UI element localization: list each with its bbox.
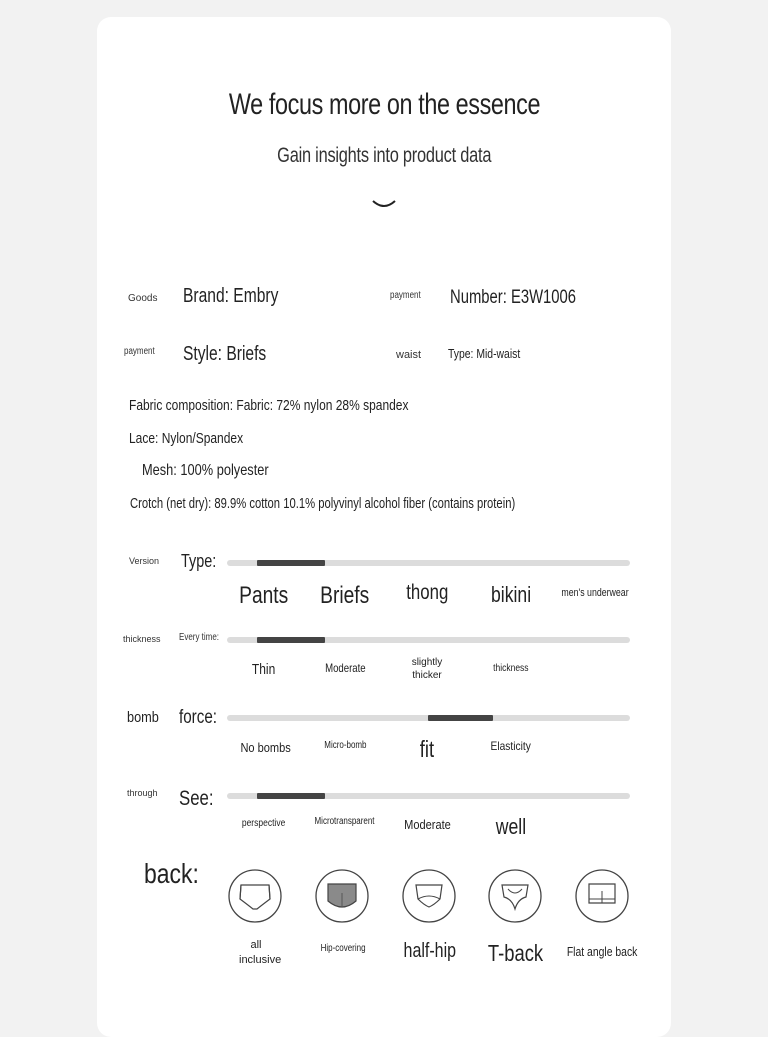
payment-label: payment bbox=[390, 290, 421, 301]
number-value: Number: E3W1006 bbox=[450, 287, 577, 308]
brand-value: Brand: Embry bbox=[183, 285, 279, 307]
transparency-option: perspective bbox=[242, 818, 286, 829]
hip-covering-briefs-icon bbox=[315, 869, 369, 923]
type-scale-indicator bbox=[257, 560, 325, 566]
type-option: Briefs bbox=[320, 582, 370, 609]
thickness-scale-track bbox=[227, 637, 630, 643]
scale-heading: Type: bbox=[181, 551, 217, 571]
mesh-composition: Mesh: 100% polyester bbox=[142, 462, 269, 479]
elasticity-scale-track bbox=[227, 715, 630, 721]
transparency-scale-indicator bbox=[257, 793, 325, 799]
transparency-option: well bbox=[495, 814, 527, 839]
scale-heading: Every time: bbox=[179, 632, 220, 643]
scale-side-label: through bbox=[127, 788, 158, 798]
style-value: Style: Briefs bbox=[183, 343, 267, 365]
elasticity-scale-indicator bbox=[428, 715, 493, 721]
scale-side-label: bomb bbox=[127, 709, 159, 726]
type-option: Pants bbox=[239, 582, 289, 609]
transparency-option: Moderate bbox=[403, 817, 451, 832]
goods-label: Goods bbox=[128, 293, 158, 304]
page-subtitle: Gain insights into product data bbox=[276, 144, 492, 167]
flat-angle-back-icon bbox=[575, 869, 629, 923]
scale-heading: force: bbox=[179, 707, 218, 728]
back-option-label: half-hip bbox=[403, 940, 457, 962]
crotch-composition: Crotch (net dry): 89.9% cotton 10.1% polyvinyl alcohol fiber (contains protein) bbox=[130, 495, 516, 512]
back-option-label: Flat angle back bbox=[566, 944, 638, 959]
type-option: thong bbox=[405, 581, 449, 604]
payment-label: payment bbox=[124, 346, 155, 357]
t-back-thong-icon bbox=[488, 869, 542, 923]
full-back-briefs-icon bbox=[228, 869, 282, 923]
back-heading: back: bbox=[144, 858, 199, 889]
scale-side-label: thickness bbox=[123, 634, 161, 644]
waist-type-value: Type: Mid-waist bbox=[448, 346, 521, 361]
type-scale-track bbox=[227, 560, 630, 566]
back-option-label: Hip-covering bbox=[320, 943, 366, 954]
scale-side-label: Version bbox=[129, 556, 160, 566]
thickness-option: thickness bbox=[493, 663, 529, 674]
waist-label: waist bbox=[396, 349, 422, 361]
half-hip-briefs-icon bbox=[402, 869, 456, 923]
transparency-option: Microtransparent bbox=[314, 816, 376, 827]
thickness-option: slightly thicker bbox=[411, 657, 443, 681]
back-option-label: T-back bbox=[488, 940, 544, 966]
page-title: We focus more on the essence bbox=[228, 88, 540, 121]
transparency-scale-track bbox=[227, 793, 630, 799]
scale-heading: See: bbox=[179, 787, 214, 810]
back-option-label: all inclusive bbox=[239, 939, 282, 966]
elasticity-option: Micro-bomb bbox=[323, 740, 367, 751]
type-option: men's underwear bbox=[561, 587, 629, 599]
chevron-down-icon bbox=[370, 196, 398, 212]
elasticity-option: No bombs bbox=[240, 740, 292, 755]
thickness-option: Thin bbox=[252, 661, 276, 678]
lace-composition: Lace: Nylon/Spandex bbox=[129, 430, 244, 447]
fabric-composition: Fabric composition: Fabric: 72% nylon 28% spandex bbox=[129, 397, 409, 414]
elasticity-option: fit bbox=[419, 736, 435, 762]
thickness-scale-indicator bbox=[257, 637, 325, 643]
elasticity-option: Elasticity bbox=[490, 739, 532, 753]
thickness-option: Moderate bbox=[324, 661, 366, 675]
type-option: bikini bbox=[490, 582, 532, 607]
